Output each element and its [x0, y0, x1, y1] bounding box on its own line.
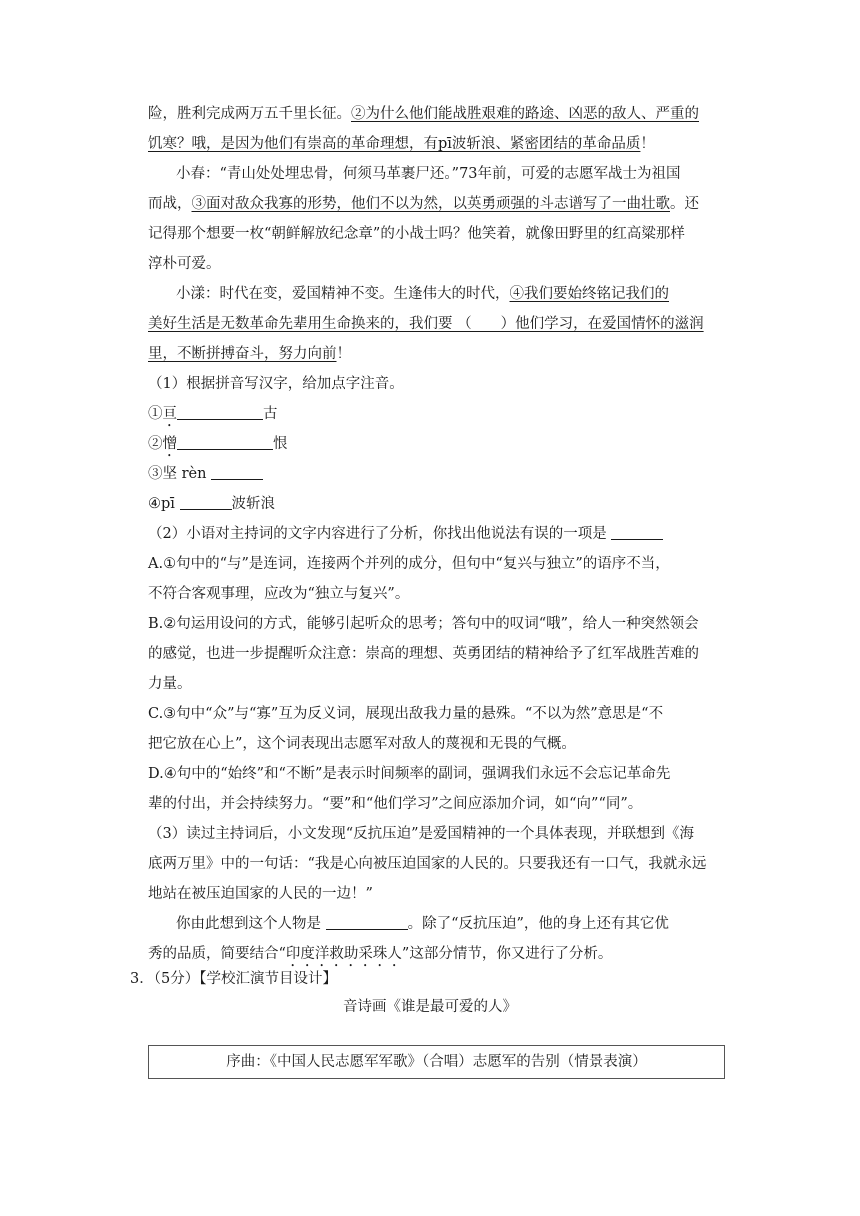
text-span: （2）小语对主持词的文字内容进行了分析，你找出他说法有误的一项是 [148, 526, 612, 542]
program-box [148, 1045, 725, 1079]
section-3-header: 3．（5分）【学校汇演节目设计】 [130, 971, 337, 987]
option-b-line: 的感觉，也进一步提醒听众注意：崇高的理想、英勇团结的精神给予了红军战胜苦难的 [148, 646, 699, 662]
item-number: ② [148, 436, 163, 452]
text-span: 险，胜利完成两万五千里长征。 [148, 106, 351, 122]
question-1-stem: （1）根据拼音写汉字，给加点字注音。 [148, 376, 404, 392]
question-1-item-2 [148, 433, 732, 460]
question-3-line [148, 943, 732, 970]
text-span: 。除了“反抗压迫”，他的身上还有其它优 [407, 916, 669, 932]
text-span: ③坚 rèn [148, 466, 212, 482]
text-line [148, 343, 732, 365]
underlined-sentence: 里，不断拼搏奋斗，努力向前 [148, 346, 337, 362]
text-span: 秀的品质，简要结合 [148, 946, 279, 962]
question-3-line: （3）读过主持词后，小文发现“反抗压迫”是爱国精神的一个具体表现，并联想到《海 [148, 826, 695, 842]
text-span: ④pī [148, 496, 180, 512]
dotted-char: 憎 [162, 436, 177, 452]
answer-blank[interactable] [611, 524, 663, 540]
answer-blank[interactable] [177, 404, 263, 420]
option-c-line: 把它放在心上”，这个词表现出志愿军对敌人的蔑视和无畏的气概。 [148, 736, 576, 752]
underlined-sentence: ③面对敌众我寡的形势，他们不以为然，以英勇顽强的斗志谱写了一曲壮歌 [191, 196, 670, 212]
text-span: 这部分情节，你又进行了分析。 [409, 946, 613, 962]
text-line [176, 283, 760, 305]
text-span: 你由此想到这个人物是 [176, 916, 326, 932]
text-span: 古 [263, 406, 278, 422]
answer-blank[interactable] [211, 464, 263, 480]
text-span: 而战， [148, 196, 192, 212]
option-a-line: A.①句中的“与”是连词，连接两个并列的成分，但句中“复兴与独立”的语序不当， [148, 556, 670, 572]
text-span: ！ [336, 346, 351, 362]
text-line: 记得那个想要一枚“朝鲜解放纪念章”的小战士吗？他笑着，就像田野里的红高粱那样 [148, 226, 685, 242]
option-d-line: 辈的付出，并会持续努力。“要”和“他们学习”之间应添加介词，如“向”“同”。 [148, 796, 643, 812]
text-line [148, 313, 732, 335]
question-3-line [176, 913, 760, 935]
underlined-sentence: ②为什么他们能战胜艰难的路途、凶恶的敌人、严重的 [351, 106, 699, 122]
answer-blank[interactable] [180, 494, 232, 510]
text-line: 小春：“青山处处埋忠骨，何须马革裹尸还。”73年前，可爱的志愿军战士为祖国 [176, 166, 681, 182]
question-1-item-4 [148, 493, 732, 515]
question-3-line: 底两万里》中的一句话：“我是心向被压迫国家的人民的。只要我还有一口气，我就永远 [148, 856, 707, 872]
item-number: ① [148, 406, 163, 422]
text-span: 小漾：时代在变，爱国精神不变。生逢伟大的时代， [176, 286, 510, 302]
option-a-line: 不符合客观事理，应改为“独立与复兴”。 [148, 586, 410, 602]
text-line [148, 133, 732, 155]
answer-blank[interactable] [177, 434, 273, 450]
text-line: 淳朴可爱。 [148, 256, 221, 272]
answer-blank[interactable] [326, 914, 408, 930]
underlined-sentence: ④我们要始终铭记我们的 [509, 286, 669, 302]
text-span: 。还 [670, 196, 699, 212]
question-3-line: 地站在被压迫国家的人民的一边！” [148, 886, 373, 902]
option-b-line: B.②句运用设问的方式，能够引起听众的思考；答句中的叹词“哦”，给人一种突然领会 [148, 616, 699, 632]
underlined-sentence: 饥寒？哦，是因为他们有崇高的革命理想，有pī波斩浪、紧密团结的革命品质 [148, 136, 641, 152]
text-span: 波斩浪 [231, 496, 276, 512]
question-1-item-1 [148, 403, 732, 430]
option-d-line: D.④句中的“始终”和“不断”是表示时间频率的副词，强调我们永远不会忘记革命先 [148, 766, 671, 782]
dotted-char: 亘 [162, 406, 177, 422]
option-b-line: 力量。 [148, 676, 192, 692]
option-c-line: C.③句中“众”与“寡”互为反义词，展现出敌我力量的悬殊。“不以为然”意思是“不 [148, 706, 664, 722]
text-span: 恨 [273, 436, 288, 452]
underlined-sentence: 美好生活是无数革命先辈用生命换来的，我们要 （ ）他们学习，在爱国情怀的滋润 [148, 316, 704, 332]
program-box-text: 序曲：《中国人民志愿军军歌》（合唱）志愿军的告别（情景表演） [226, 1054, 647, 1070]
text-line [148, 103, 732, 125]
program-title: 音诗画《谁是最可爱的人》 [343, 999, 517, 1015]
question-1-item-3 [148, 463, 732, 485]
text-span: ！ [640, 136, 655, 152]
question-2-stem [148, 523, 732, 545]
text-line [148, 193, 732, 215]
dotted-phrase: “印度洋救助采珠人” [278, 946, 410, 962]
